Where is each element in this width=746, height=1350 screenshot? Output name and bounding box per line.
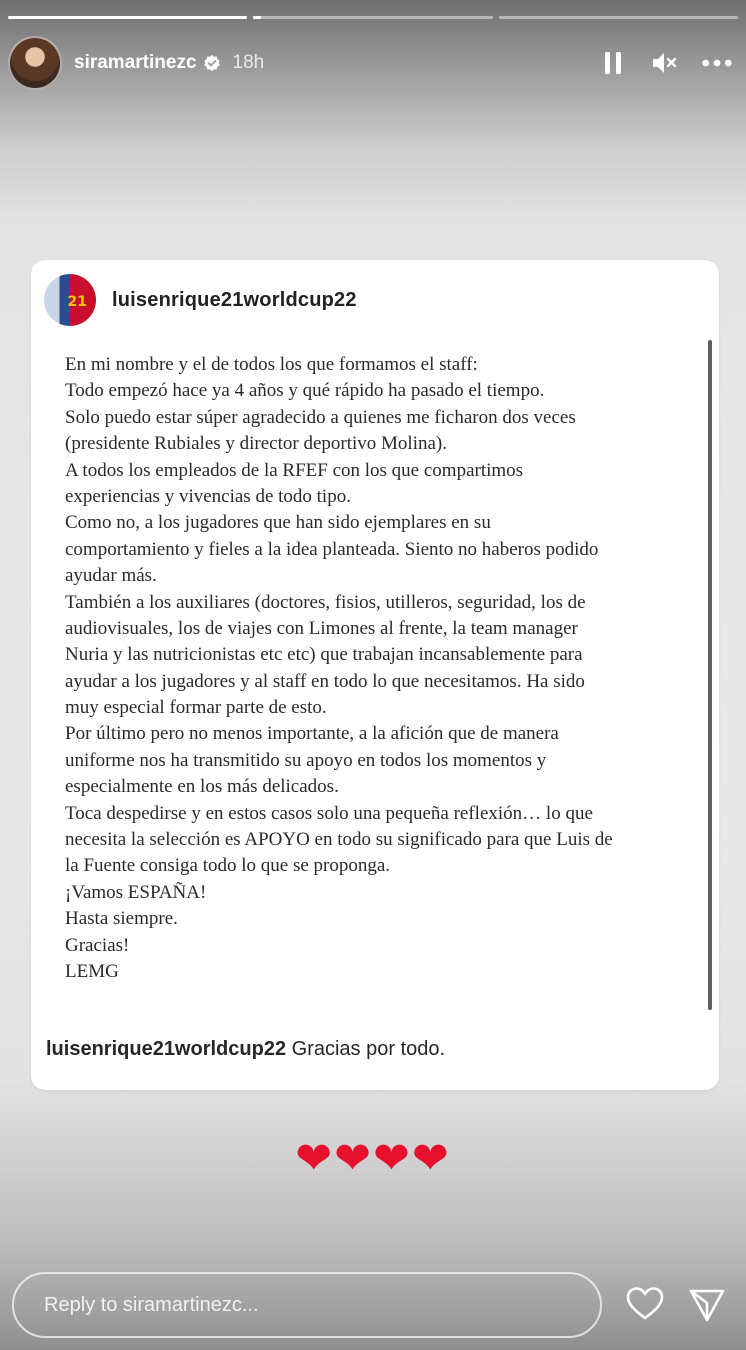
reply-input[interactable] xyxy=(12,1272,602,1338)
story-progress xyxy=(8,16,738,19)
letter-line: especialmente en los más delicados. xyxy=(65,776,339,798)
letter-line: Como no, a los jugadores que han sido ejemplares en su xyxy=(65,512,491,534)
letter-line: experiencias y vivencias de todo tipo. xyxy=(65,485,351,507)
post-header xyxy=(44,274,357,326)
letter-line: Gracias! xyxy=(65,934,130,956)
letter-line: Nuria y las nutricionistas etc etc) que trabajan incansablemente para xyxy=(65,644,583,666)
poster-avatar[interactable] xyxy=(44,274,96,326)
letter-line: LEMG xyxy=(65,960,119,982)
heart-stickers: ❤❤❤❤ xyxy=(295,1133,451,1184)
post-caption xyxy=(46,1038,445,1061)
letter-line: audiovisuales, los de viajes con Limones al frente, la team manager xyxy=(65,617,578,639)
letter-line: También a los auxiliares (doctores, fisios, utilleros, seguridad, los de xyxy=(65,591,586,613)
letter-line: ayudar más. xyxy=(65,565,157,587)
story-username[interactable]: siramartinezc xyxy=(74,52,197,73)
poster-username[interactable]: luisenrique21worldcup22 xyxy=(112,288,357,311)
story-time: 18h xyxy=(232,52,265,73)
mute-button[interactable] xyxy=(650,48,680,78)
letter-line: muy especial formar parte de esto. xyxy=(65,697,327,719)
letter-line: uniforme nos ha transmitido su apoyo en todos los momentos y xyxy=(65,749,547,771)
letter-text xyxy=(65,352,695,985)
progress-fill xyxy=(253,16,260,19)
letter-line: la Fuente consiga todo lo que se proponga. xyxy=(65,855,391,877)
poster-avatar-number: 21 xyxy=(67,294,87,310)
heart-outline-icon xyxy=(624,1283,666,1325)
letter-line: Hasta siempre. xyxy=(65,908,178,930)
verified-badge-icon xyxy=(203,54,221,72)
avatar[interactable] xyxy=(8,36,62,90)
pause-button[interactable] xyxy=(598,48,628,78)
more-icon xyxy=(702,58,732,68)
more-options-button[interactable] xyxy=(702,48,732,78)
letter-line: (presidente Rubiales y director deportivo Molina). xyxy=(65,433,448,455)
send-icon xyxy=(686,1284,728,1326)
caption-username[interactable]: luisenrique21worldcup22 xyxy=(46,1038,287,1060)
letter-line: Toca despedirse y en estos casos solo una pequeña reflexión… lo que xyxy=(65,802,593,824)
progress-segment xyxy=(253,16,492,19)
progress-fill xyxy=(8,16,247,19)
header-actions xyxy=(598,48,732,78)
letter-line: ¡Vamos ESPAÑA! xyxy=(65,881,207,903)
progress-segment xyxy=(499,16,738,19)
letter-line: En mi nombre y el de todos los que formamos el staff: xyxy=(65,354,478,375)
image-scrollbar xyxy=(708,340,712,1010)
mute-icon xyxy=(651,50,679,76)
shared-post-card[interactable] xyxy=(31,260,719,1090)
progress-segment xyxy=(8,16,247,19)
letter-line: Solo puedo estar súper agradecido a quienes me ficharon dos veces xyxy=(65,406,576,428)
send-button[interactable] xyxy=(686,1284,728,1326)
letter-line: Por último pero no menos importante, a la afición que de manera xyxy=(65,723,559,745)
letter-line: Todo empezó hace ya 4 años y qué rápido ha pasado el tiempo. xyxy=(65,380,545,402)
caption-text: Gracias por todo. xyxy=(286,1038,446,1060)
like-button[interactable] xyxy=(624,1283,666,1325)
letter-line: necesita la selección es APOYO en todo su significado para que Luis de xyxy=(65,829,613,851)
pause-icon xyxy=(602,50,624,76)
story-header xyxy=(8,34,732,92)
letter-line: A todos los empleados de la RFEF con los que compartimos xyxy=(65,459,524,481)
letter-line: comportamiento y fieles a la idea planteada. Siento no haberos podido xyxy=(65,538,599,560)
letter-line: ayudar a los jugadores y al staff en todo lo que necesitamos. Ha sido xyxy=(65,670,585,692)
